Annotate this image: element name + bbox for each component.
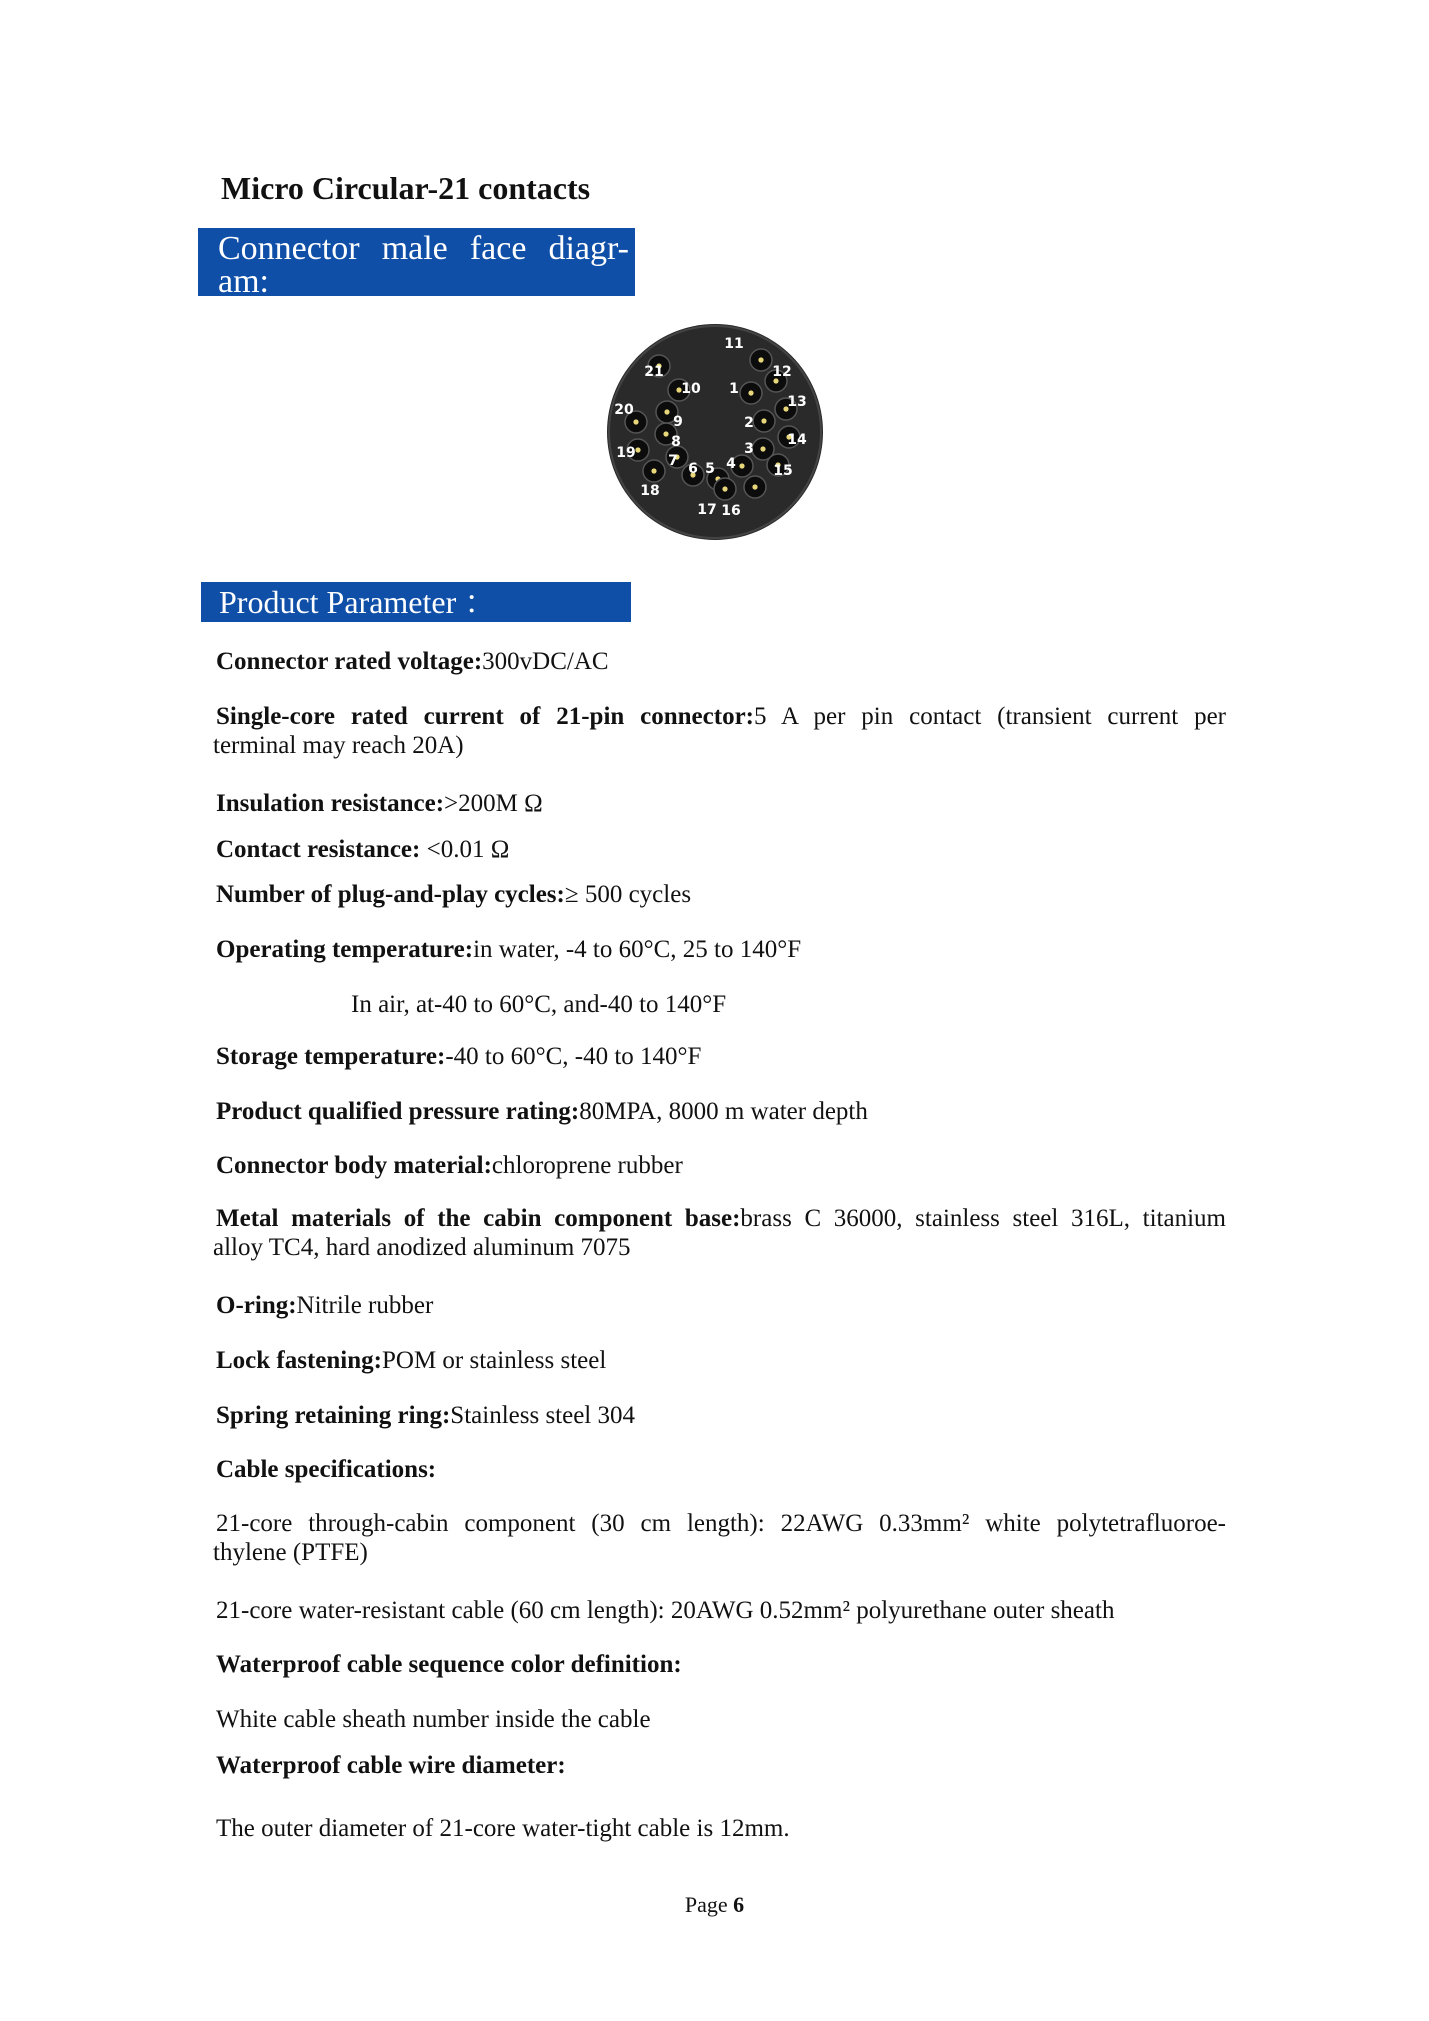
parameter-item	[351, 990, 1361, 1019]
parameter-value: 80MPA, 8000 m water depth	[579, 1098, 868, 1125]
parameter-item	[216, 1346, 1226, 1375]
pin-contact-19	[635, 447, 640, 452]
parameter-value: >200M Ω	[444, 790, 543, 817]
parameter-value: chloroprene rubber	[491, 1152, 683, 1179]
parameter-value: 5 A per pin contact (transient current per	[754, 703, 1226, 730]
parameter-label: Spring retaining ring:	[216, 1402, 451, 1429]
pin-label-16: 16	[721, 503, 741, 519]
bar-word: male	[381, 230, 448, 267]
parameter-value: brass C 36000, stainless steel 316L, titanium	[740, 1205, 1226, 1232]
parameter-label: O-ring:	[216, 1292, 297, 1319]
pin-label-12: 12	[772, 364, 792, 380]
parameter-item	[216, 1097, 1226, 1126]
pin-label-21: 21	[644, 364, 664, 380]
parameter-label: Insulation resistance:	[216, 790, 445, 817]
parameter-label: Operating temperature:	[216, 936, 474, 963]
pin-label-19: 19	[616, 445, 636, 461]
connector-face-diagram	[606, 323, 824, 541]
bar-word: am:	[218, 263, 269, 300]
parameter-item	[216, 1042, 1226, 1071]
page-heading: Micro Circular-21 contacts	[221, 170, 591, 206]
parameter-text: 21-core water-resistant cable (60 cm length): 20AWG 0.52mm² polyurethane outer sheath	[216, 1597, 1115, 1624]
pin-label-2: 2	[744, 415, 754, 431]
pin-contact-11	[758, 357, 763, 362]
pin-contact-9	[664, 409, 669, 414]
pin-label-3: 3	[744, 441, 754, 457]
parameter-value: POM or stainless steel	[381, 1347, 607, 1374]
parameter-item	[216, 1596, 1226, 1625]
pin-label-10: 10	[681, 381, 701, 397]
pin-label-7: 7	[668, 453, 678, 469]
pin-label-4: 4	[726, 456, 736, 472]
parameter-label: Storage temperature:	[216, 1043, 446, 1070]
parameter-text: In air, at-40 to 60°C, and-40 to 140°F	[351, 991, 727, 1018]
bar-word: diagr-	[548, 230, 629, 267]
parameter-item	[216, 1751, 1226, 1780]
parameter-value: 300vDC/AC	[482, 648, 609, 675]
face-diagram-heading-bar	[198, 228, 635, 300]
parameter-label: Lock fastening:	[216, 1347, 382, 1374]
pin-contact-1	[748, 390, 753, 395]
parameter-continuation: thylene (PTFE)	[213, 1539, 368, 1566]
bar-word: face	[469, 230, 527, 267]
pin-label-5: 5	[705, 461, 715, 477]
bar-word: Connector	[218, 230, 360, 267]
parameter-item	[216, 880, 1226, 909]
pin-label-8: 8	[671, 434, 681, 450]
parameter-item	[216, 935, 1226, 964]
parameter-item	[216, 1151, 1226, 1180]
parameter-label: Cable specifications:	[216, 1456, 437, 1483]
parameter-label: Product qualified pressure rating:	[216, 1098, 580, 1125]
parameter-item	[213, 1204, 1226, 1262]
parameter-item	[216, 1455, 1226, 1484]
parameter-item	[216, 1291, 1226, 1320]
pin-label-20: 20	[614, 402, 634, 418]
pin-contact-4	[739, 463, 744, 468]
parameter-value: -40 to 60°C, -40 to 140°F	[445, 1043, 702, 1070]
pin-contact-18	[651, 468, 656, 473]
parameter-value: Nitrile rubber	[296, 1292, 434, 1319]
parameter-text: 21-core through-cabin component (30 cm length): 22AWG 0.33mm² white polytetrafluoroe-	[216, 1510, 1226, 1537]
pin-label-6: 6	[688, 461, 698, 477]
parameter-label: Single-core rated current of 21-pin connector:	[216, 703, 754, 730]
parameter-value: ≥ 500 cycles	[564, 881, 692, 908]
parameter-label: Waterproof cable wire diameter:	[216, 1752, 566, 1779]
parameter-label: Connector rated voltage:	[216, 648, 483, 675]
parameter-item	[216, 835, 1226, 864]
parameter-label: Number of plug-and-play cycles:	[216, 881, 565, 908]
parameter-text: White cable sheath number inside the cable	[216, 1706, 651, 1733]
parameter-continuation: terminal may reach 20A)	[213, 732, 464, 759]
parameter-item	[216, 1401, 1226, 1430]
pin-contact-8	[663, 431, 668, 436]
pin-label-13: 13	[787, 394, 807, 410]
page-number: 6	[733, 1892, 745, 1917]
parameter-item	[216, 647, 1226, 676]
pin-label-14: 14	[787, 432, 807, 448]
parameter-item	[216, 789, 1226, 818]
pin-label-1: 1	[729, 381, 739, 397]
parameter-label: Contact resistance:	[216, 836, 427, 863]
parameter-text: The outer diameter of 21-core water-tight cable is 12mm.	[216, 1815, 790, 1842]
pin-contact-20	[633, 419, 638, 424]
parameter-value: <0.01 Ω	[426, 836, 510, 863]
parameter-item	[213, 1509, 1226, 1567]
page-label: Page	[684, 1892, 734, 1917]
parameter-label: Connector body material:	[216, 1152, 492, 1179]
pin-label-17: 17	[697, 502, 717, 518]
parameter-item	[216, 1705, 1226, 1734]
product-parameter-heading-bar: Product Parameter ：	[201, 582, 631, 622]
parameter-label: Metal materials of the cabin component base:	[216, 1205, 741, 1232]
pin-contact-16	[752, 484, 757, 489]
pin-contact-17	[722, 486, 727, 491]
parameter-label: Waterproof cable sequence color definition:	[216, 1651, 682, 1678]
pin-contact-2	[761, 418, 766, 423]
pin-label-15: 15	[773, 463, 793, 479]
pin-contact-3	[760, 446, 765, 451]
parameter-continuation: alloy TC4, hard anodized aluminum 7075	[213, 1234, 631, 1261]
parameter-item	[216, 1814, 1226, 1843]
pin-label-9: 9	[673, 414, 683, 430]
parameter-item	[213, 702, 1226, 760]
parameter-item	[216, 1650, 1226, 1679]
page-footer	[0, 1892, 1429, 1918]
pin-label-11: 11	[724, 336, 744, 352]
pin-label-18: 18	[640, 483, 660, 499]
parameter-value: in water, -4 to 60°C, 25 to 140°F	[473, 936, 802, 963]
parameter-value: Stainless steel 304	[450, 1402, 636, 1429]
